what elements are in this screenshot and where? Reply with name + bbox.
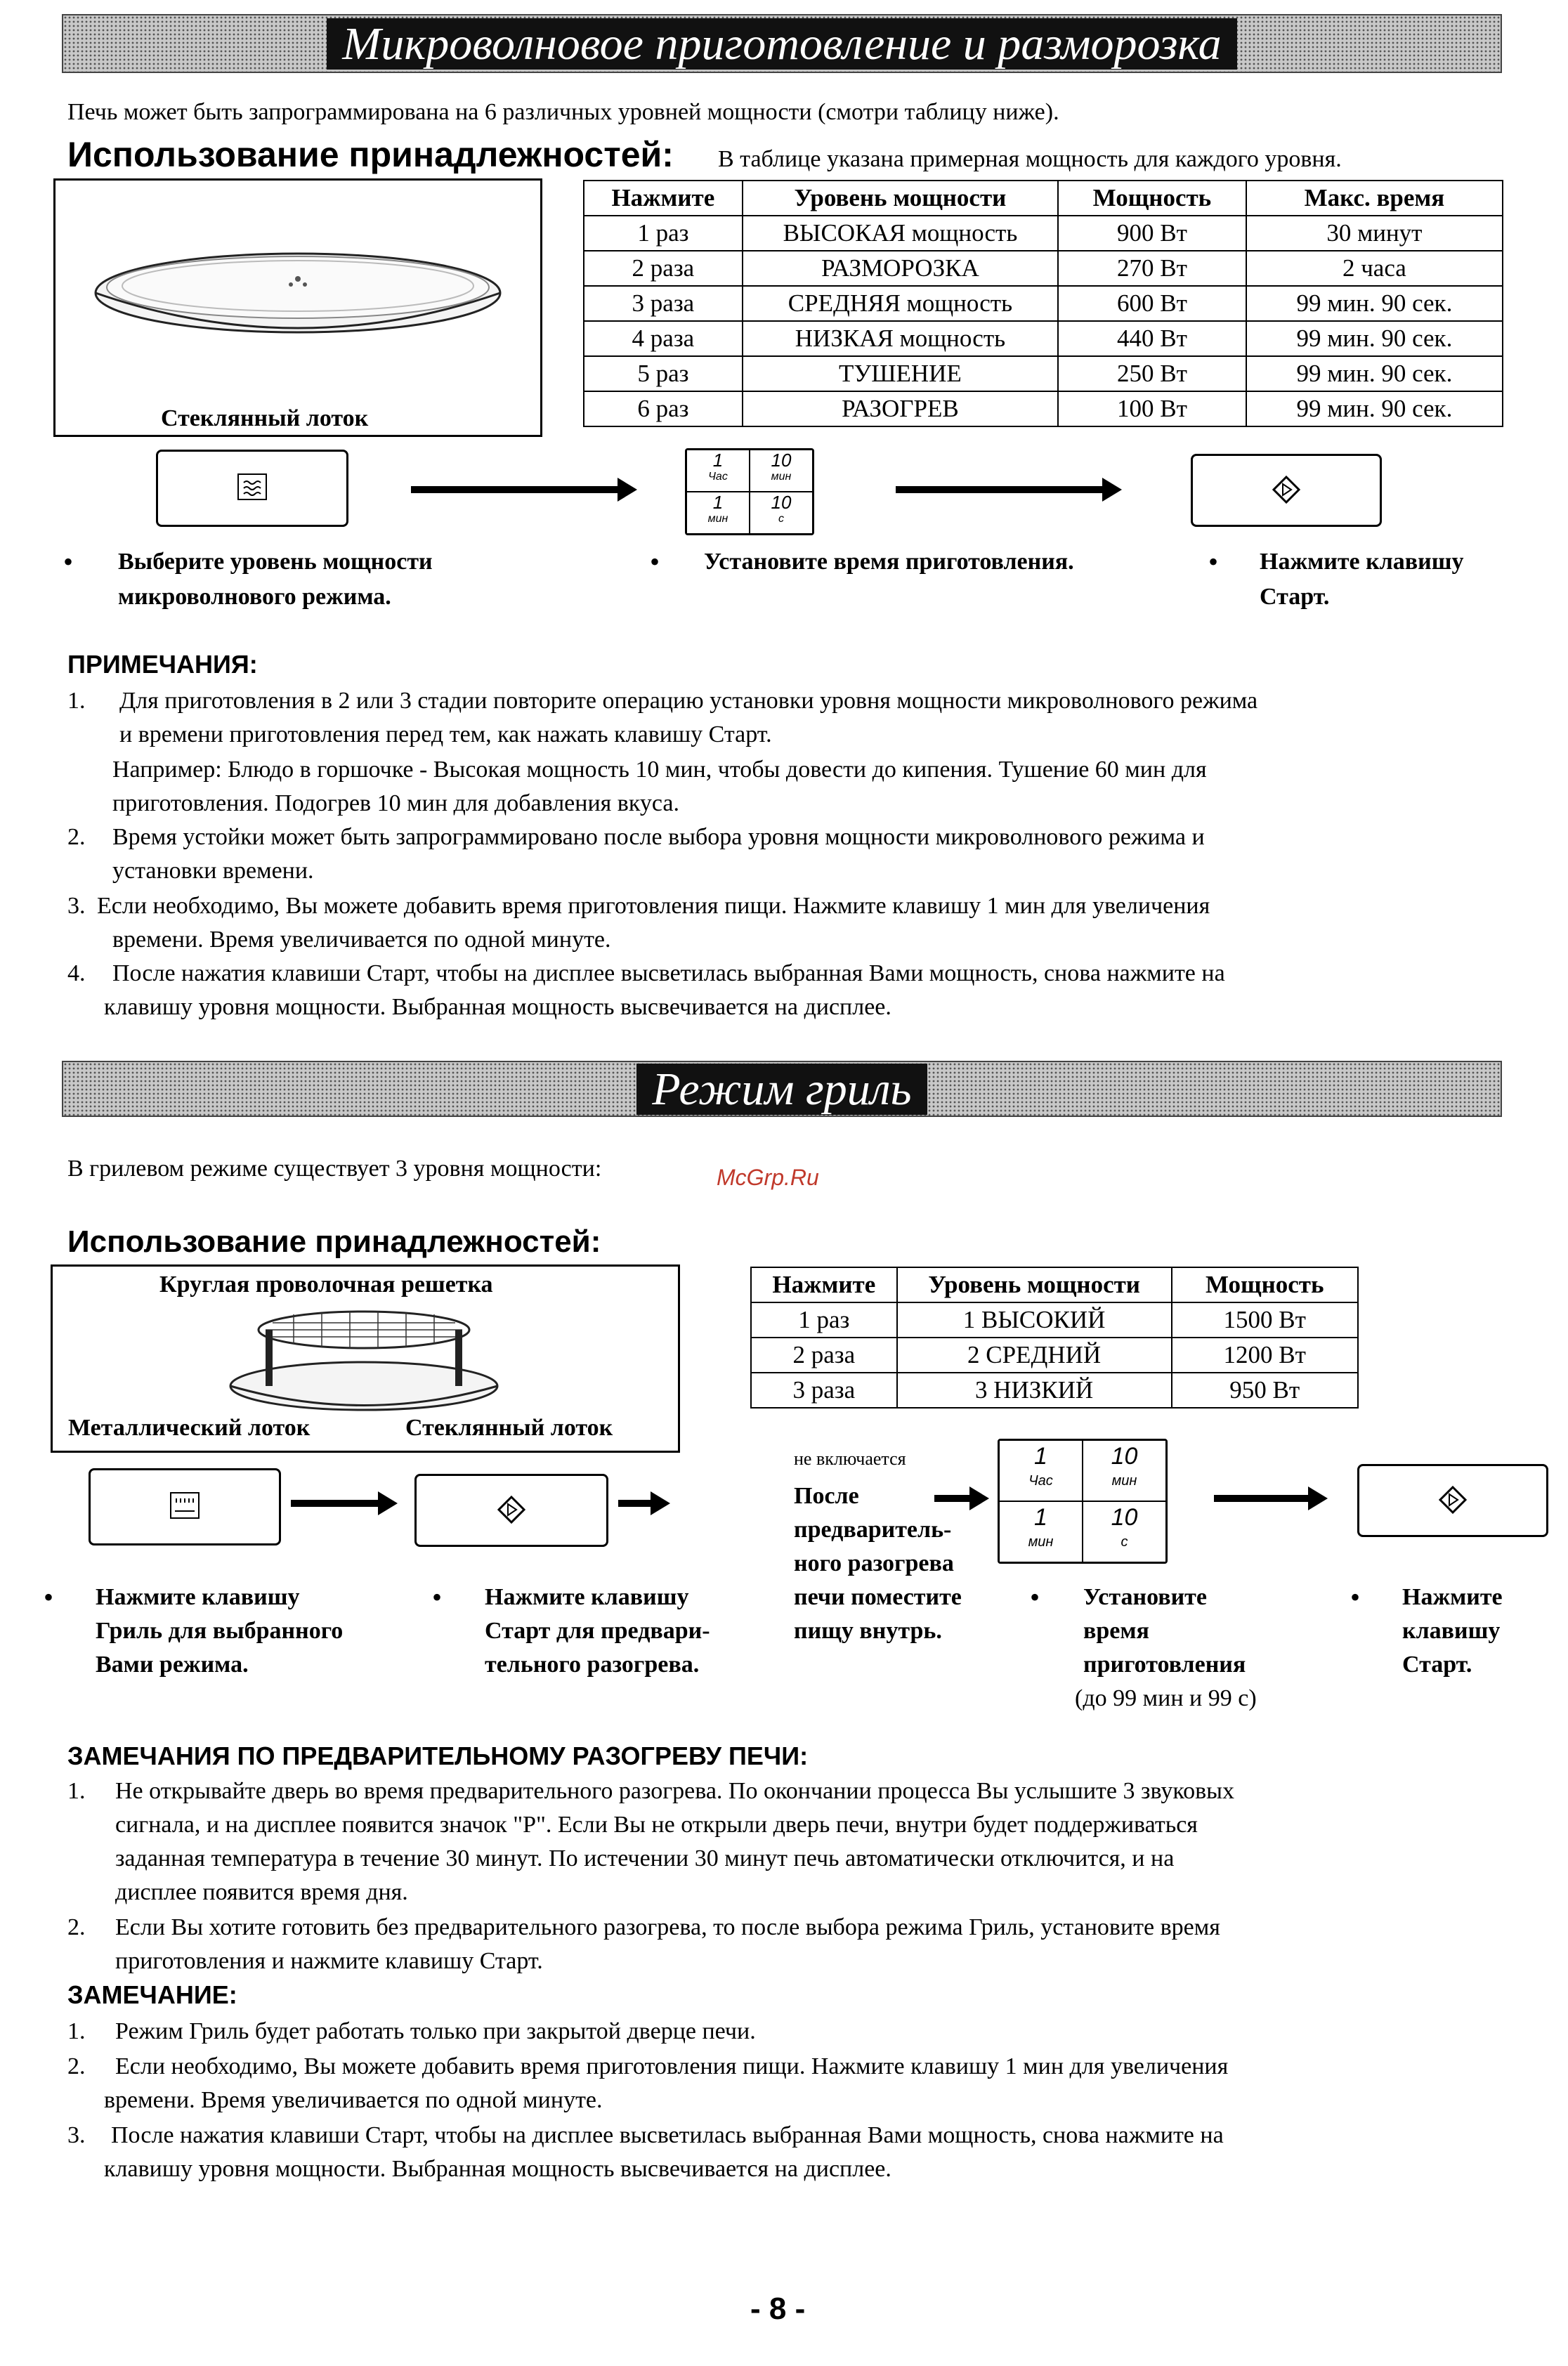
table-cell: 2 раза <box>584 251 743 286</box>
section2-accessories-heading: Использование принадлежностей: <box>67 1224 601 1259</box>
step-press-start-line: Старт. <box>1402 1652 1472 1678</box>
table-cell: 99 мин. 90 сек. <box>1246 321 1503 356</box>
table-cell: 2 часа <box>1246 251 1503 286</box>
after-preheat-line: печи поместите <box>794 1584 962 1610</box>
section2-banner <box>62 1061 1502 1117</box>
note-number: 2. <box>67 1914 86 1940</box>
section1-intro: Печь может быть запрограммирована на 6 различных уровней мощности (смотри таблицу ниже). <box>67 99 1059 125</box>
section1-banner <box>62 14 1502 73</box>
table-cell: 3 раза <box>751 1373 897 1408</box>
microwave-icon <box>237 473 268 501</box>
bullet: • <box>63 546 74 577</box>
table-cell: 2 раза <box>751 1338 897 1373</box>
step-set-time-line: приготовления <box>1083 1652 1246 1678</box>
bullet: • <box>1030 1581 1040 1613</box>
bullet: • <box>44 1581 54 1613</box>
table-header: Нажмите <box>584 181 743 216</box>
arrow-icon <box>934 1495 974 1502</box>
note-number: 1. <box>67 688 86 714</box>
note-line: После нажатия клавиши Старт, чтобы на дисплее высветилась выбранная Вами мощность, снова нажмите на <box>111 2122 1224 2148</box>
grill-rack-icon <box>223 1302 504 1421</box>
grill-key-button[interactable] <box>89 1468 281 1545</box>
after-preheat-line: После <box>794 1483 859 1509</box>
start-icon <box>1272 476 1300 504</box>
microwave-power-table <box>583 180 1503 427</box>
table-header-row <box>751 1267 1358 1302</box>
arrow-icon <box>896 486 1106 493</box>
table-header: Уровень мощности <box>897 1267 1172 1302</box>
start-button[interactable] <box>1191 454 1382 527</box>
arrow-icon <box>1214 1495 1312 1502</box>
note-number: 2. <box>67 824 86 850</box>
note-number: 2. <box>67 2053 86 2079</box>
table-cell: 250 Вт <box>1058 356 1246 391</box>
notes-heading: ПРИМЕЧАНИЯ: <box>67 650 258 679</box>
rack-label: Круглая проволочная решетка <box>159 1272 493 1298</box>
step-press-grill-line: Гриль для выбранного <box>96 1618 344 1644</box>
note-line: Время устойки может быть запрограммировано после выбора уровня мощности микроволнового режима и <box>112 824 1205 850</box>
table-cell: 30 минут <box>1246 216 1503 251</box>
table-cell: 270 Вт <box>1058 251 1246 286</box>
table-cell: РАЗОГРЕВ <box>743 391 1058 426</box>
table-cell: 2 СРЕДНИЙ <box>897 1338 1172 1373</box>
key-1-min[interactable]: 1 мин <box>999 1501 1083 1562</box>
arrow-icon <box>618 1500 655 1507</box>
note-line: установки времени. <box>112 858 314 884</box>
table-row <box>751 1373 1358 1408</box>
table-cell: 3 НИЗКИЙ <box>897 1373 1172 1408</box>
section1-accessories-heading: Использование принадлежностей: <box>67 135 674 174</box>
key-10-sec[interactable]: 10 с <box>750 492 813 534</box>
preheat-heading: ЗАМЕЧАНИЯ ПО ПРЕДВАРИТЕЛЬНОМУ РАЗОГРЕВУ ПЕЧИ: <box>67 1741 809 1770</box>
page-number: - 8 - <box>750 2292 806 2326</box>
note-line: Для приготовления в 2 или 3 стадии повторите операцию установки уровня мощности микроволнового режима <box>119 688 1258 714</box>
start-icon <box>497 1496 525 1524</box>
table-row <box>584 356 1503 391</box>
time-keypad[interactable] <box>685 448 814 535</box>
section2-title: Режим гриль <box>636 1064 927 1115</box>
note-line: клавишу уровня мощности. Выбранная мощность высвечивается на дисплее. <box>104 994 891 1020</box>
table-cell: 1200 Вт <box>1172 1338 1359 1373</box>
note-line: После нажатия клавиши Старт, чтобы на дисплее высветилась выбранная Вами мощность, снова нажмите на <box>112 960 1225 986</box>
note-line: Например: Блюдо в горшочке - Высокая мощность 10 мин, чтобы довести до кипения. Тушение 60 мин для <box>112 757 1207 783</box>
note-line: времени. Время увеличивается по одной минуте. <box>112 927 611 953</box>
arrow-icon <box>291 1500 382 1507</box>
step-press-start-line2: Старт. <box>1260 584 1330 610</box>
note-line: времени. Время увеличивается по одной минуте. <box>104 2087 603 2113</box>
table-cell: ТУШЕНИЕ <box>743 356 1058 391</box>
after-preheat-line: предваритель- <box>794 1517 952 1543</box>
note-line: заданная температура в течение 30 минут. По истечении 30 минут печь автоматически отключится, и на <box>115 1845 1175 1871</box>
watermark: McGrp.Ru <box>717 1165 819 1190</box>
table-row <box>751 1338 1358 1373</box>
note-line: приготовления и нажмите клавишу Старт. <box>115 1948 543 1974</box>
after-preheat-line: ного разогрева <box>794 1550 954 1576</box>
bullet: • <box>1350 1581 1361 1613</box>
table-row <box>584 216 1503 251</box>
table-header-row <box>584 181 1503 216</box>
preheat-start-button[interactable] <box>414 1474 608 1547</box>
table-header: Мощность <box>1058 181 1246 216</box>
note-line: Если необходимо, Вы можете добавить время приготовления пищи. Нажмите клавишу 1 мин для увеличения <box>115 2053 1229 2079</box>
remark-heading: ЗАМЕЧАНИЕ: <box>67 1980 237 2009</box>
key-10-min[interactable]: 10 мин <box>750 450 813 492</box>
step-select-power-line2: микроволнового режима. <box>118 584 391 610</box>
table-cell: 3 раза <box>584 286 743 321</box>
table-cell: 100 Вт <box>1058 391 1246 426</box>
glass-tray-icon <box>55 181 540 391</box>
table-cell: 600 Вт <box>1058 286 1246 321</box>
table-cell: 6 раз <box>584 391 743 426</box>
grill-rack-illustration <box>51 1264 680 1453</box>
table-row <box>584 391 1503 426</box>
table-cell: ВЫСОКАЯ мощность <box>743 216 1058 251</box>
grill-time-keypad[interactable] <box>998 1439 1168 1564</box>
key-10-sec[interactable]: 10 с <box>1083 1501 1166 1562</box>
table-header: Уровень мощности <box>743 181 1058 216</box>
note-line: Если Вы хотите готовить без предварительного разогрева, то после выбора режима Гриль, установите время <box>115 1914 1220 1940</box>
table-row <box>584 286 1503 321</box>
table-cell: 950 Вт <box>1172 1373 1359 1408</box>
step-press-start: Нажмите <box>1402 1584 1503 1610</box>
table-cell: 440 Вт <box>1058 321 1246 356</box>
key-10-min[interactable]: 10 мин <box>1083 1440 1166 1501</box>
glass-tray-label: Стеклянный лоток <box>161 405 369 431</box>
note-line: Если необходимо, Вы можете добавить время приготовления пищи. Нажмите клавишу 1 мин для увеличения <box>97 893 1210 919</box>
note-number: 4. <box>67 960 86 986</box>
table-row <box>584 321 1503 356</box>
table-cell: СРЕДНЯЯ мощность <box>743 286 1058 321</box>
start-icon <box>1439 1486 1467 1514</box>
key-1-hour[interactable]: 1 Час <box>686 450 750 492</box>
start-button[interactable] <box>1357 1464 1548 1537</box>
not-included-note: не включается <box>794 1449 906 1469</box>
grill-power-table <box>750 1267 1359 1409</box>
section2-intro: В грилевом режиме существует 3 уровня мощности: <box>67 1156 602 1182</box>
note-line: дисплее появится время дня. <box>115 1879 408 1905</box>
glass-tray-label: Стеклянный лоток <box>405 1415 613 1441</box>
table-row <box>751 1302 1358 1338</box>
table-row <box>584 251 1503 286</box>
table-cell: 99 мин. 90 сек. <box>1246 286 1503 321</box>
table-cell: 99 мин. 90 сек. <box>1246 356 1503 391</box>
glass-tray-illustration <box>53 178 542 437</box>
step-preheat-line: тельного разогрева. <box>485 1652 700 1678</box>
note-line: Не открывайте дверь во время предварительного разогрева. По окончании процесса Вы услышите 3 звуковых <box>115 1778 1235 1804</box>
table-cell: НИЗКАЯ мощность <box>743 321 1058 356</box>
note-number: 1. <box>67 2018 86 2044</box>
note-line: клавишу уровня мощности. Выбранная мощность высвечивается на дисплее. <box>104 2156 891 2182</box>
note-number: 1. <box>67 1778 86 1804</box>
step-press-start-line: клавишу <box>1402 1618 1501 1644</box>
section1-title: Микроволновое приготовление и разморозка <box>327 18 1236 70</box>
step-preheat-line: Старт для предвари- <box>485 1618 710 1644</box>
table-cell: 1 ВЫСОКИЙ <box>897 1302 1172 1338</box>
arrow-icon <box>411 486 622 493</box>
note-number: 3. <box>67 2122 86 2148</box>
key-1-hour[interactable]: 1 Час <box>999 1440 1083 1501</box>
step-press-start: Нажмите клавишу <box>1260 549 1464 575</box>
key-1-min[interactable]: 1 мин <box>686 492 750 534</box>
step-set-time: Установите <box>1083 1584 1207 1610</box>
step-preheat: Нажмите клавишу <box>485 1584 689 1610</box>
section1-table-note: В таблице указана примерная мощность для каждого уровня. <box>718 146 1342 172</box>
note-line: Режим Гриль будет работать только при закрытой дверце печи. <box>115 2018 756 2044</box>
step-set-time-line: время <box>1083 1618 1149 1644</box>
bullet: • <box>650 546 660 577</box>
note-line: сигнала, и на дисплее появится значок "P". Если Вы не открыли дверь печи, внутри будет поддерживаться <box>115 1812 1198 1838</box>
microwave-key-button[interactable] <box>156 450 348 527</box>
table-cell: 5 раз <box>584 356 743 391</box>
table-cell: РАЗМОРОЗКА <box>743 251 1058 286</box>
table-cell: 99 мин. 90 сек. <box>1246 391 1503 426</box>
step-press-grill: Нажмите клавишу <box>96 1584 300 1610</box>
grill-icon <box>169 1491 200 1519</box>
bullet: • <box>432 1581 443 1613</box>
note-line: и времени приготовления перед тем, как нажать клавишу Старт. <box>119 721 772 747</box>
table-cell: 4 раза <box>584 321 743 356</box>
table-cell: 1500 Вт <box>1172 1302 1359 1338</box>
step-select-power: Выберите уровень мощности <box>118 549 433 575</box>
table-header: Нажмите <box>751 1267 897 1302</box>
note-number: 3. <box>67 893 86 919</box>
table-cell: 1 раз <box>584 216 743 251</box>
step-press-grill-line: Вами режима. <box>96 1652 249 1678</box>
after-preheat-line: пищу внутрь. <box>794 1618 942 1644</box>
table-cell: 900 Вт <box>1058 216 1246 251</box>
table-cell: 1 раз <box>751 1302 897 1338</box>
table-header: Макс. время <box>1246 181 1503 216</box>
metal-tray-label: Металлический лоток <box>68 1415 311 1441</box>
time-limit: (до 99 мин и 99 с) <box>1075 1685 1257 1711</box>
bullet: • <box>1208 546 1219 577</box>
step-set-time: Установите время приготовления. <box>704 549 1074 575</box>
note-line: приготовления. Подогрев 10 мин для добавления вкуса. <box>112 790 679 816</box>
table-header: Мощность <box>1172 1267 1359 1302</box>
